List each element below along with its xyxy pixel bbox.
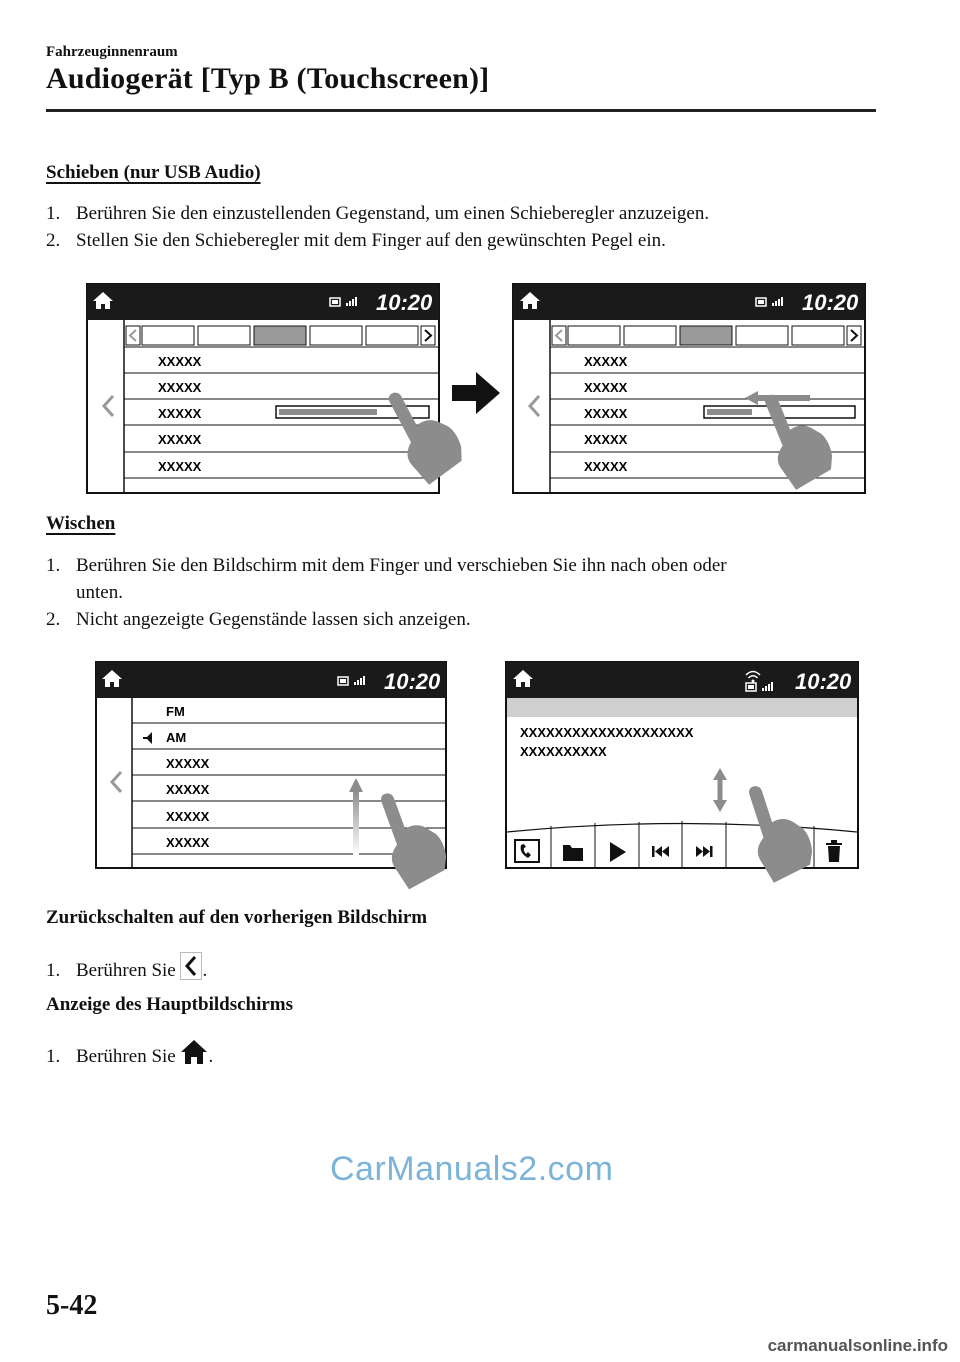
step-number: 2.	[46, 609, 61, 630]
page-number: 5-42	[46, 1290, 98, 1321]
list-item[interactable]: XXXXX	[584, 406, 628, 421]
chevron-left-icon	[180, 952, 202, 980]
list-item[interactable]: XXXXX	[158, 354, 202, 369]
home-icon	[180, 1038, 208, 1066]
back-step-1	[46, 952, 207, 984]
slider-fill	[279, 409, 377, 415]
swipe-step-2	[46, 606, 471, 633]
step-number: 1.	[46, 960, 61, 981]
step-number: 2.	[46, 230, 61, 251]
watermark: CarManuals2.com	[330, 1150, 614, 1188]
step-text-continued: unten.	[76, 582, 123, 603]
tab-selected[interactable]	[680, 326, 732, 345]
list-item[interactable]: XXXXX	[158, 459, 202, 474]
arrow-right-icon	[452, 372, 500, 414]
list-item[interactable]: XXXXX	[166, 835, 210, 850]
list-item[interactable]: XXXXX	[584, 432, 628, 447]
tab[interactable]	[310, 326, 362, 345]
screen-slider-before	[87, 284, 471, 493]
screen-swipe-track	[506, 662, 858, 885]
step-text: Nicht angezeigte Gegenstände lassen sich anzeigen.	[76, 609, 471, 630]
step-text: Berühren Sie	[76, 1046, 176, 1067]
slider-fill	[707, 409, 752, 415]
chapter-label: Fahrzeuginnenraum	[46, 44, 178, 60]
tab[interactable]	[736, 326, 788, 345]
step-text-end: .	[202, 960, 208, 981]
clock: 10:20	[384, 669, 441, 694]
swipe-step-1	[46, 552, 876, 606]
tab-selected[interactable]	[254, 326, 306, 345]
step-text: Berühren Sie den Bildschirm mit dem Finger und verschieben Sie ihn nach oben oder	[76, 555, 727, 576]
tab[interactable]	[568, 326, 620, 345]
section-heading-swipe: Wischen	[46, 513, 116, 534]
section-heading-home: Anzeige des Hauptbildschirms	[46, 994, 294, 1015]
list-item[interactable]: XXXXX	[158, 380, 202, 395]
section-heading-slide: Schieben (nur USB Audio)	[46, 162, 261, 183]
track-title: XXXXXXXXXXXXXXXXXXXX	[520, 725, 694, 740]
step-text: Berühren Sie den einzustellenden Gegenstand, um einen Schieberegler anzuzeigen.	[76, 203, 710, 224]
list-item[interactable]: XXXXX	[584, 354, 628, 369]
step-text: Stellen Sie den Schieberegler mit dem Finger auf den gewünschten Pegel ein.	[76, 230, 666, 251]
list-item[interactable]: XXXXX	[584, 380, 628, 395]
tab[interactable]	[792, 326, 844, 345]
list-item[interactable]: XXXXX	[158, 406, 202, 421]
list-item[interactable]: XXXXX	[584, 459, 628, 474]
home-step-1	[46, 1038, 213, 1070]
swipe-trail	[353, 790, 359, 855]
screen-swipe-list	[96, 662, 453, 892]
step-text: Berühren Sie	[76, 960, 176, 981]
list-item[interactable]: XXXXX	[166, 809, 210, 824]
clock: 10:20	[376, 290, 433, 315]
step-text-end: .	[208, 1046, 214, 1067]
tab[interactable]	[366, 326, 418, 345]
step-number: 1.	[46, 555, 61, 576]
tab[interactable]	[624, 326, 676, 345]
radio-source-am[interactable]: AM	[166, 730, 187, 745]
list-item[interactable]: XXXXX	[166, 782, 210, 797]
track-subtitle: XXXXXXXXXX	[520, 744, 607, 759]
page-title: Audiogerät [Typ B (Touchscreen)]	[46, 62, 490, 95]
list-item[interactable]: XXXXX	[158, 432, 202, 447]
screen-slider-after	[513, 284, 865, 493]
footer-watermark: carmanualsonline.info	[767, 1336, 948, 1355]
highlight-bar	[507, 698, 857, 717]
tab[interactable]	[198, 326, 250, 345]
step-number: 1.	[46, 1046, 61, 1067]
tab[interactable]	[142, 326, 194, 345]
step-number: 1.	[46, 203, 61, 224]
section-heading-back: Zurückschalten auf den vorherigen Bildschirm	[46, 907, 428, 928]
clock: 10:20	[802, 290, 859, 315]
radio-source-fm[interactable]: FM	[166, 704, 185, 719]
clock: 10:20	[795, 669, 852, 694]
list-item[interactable]: XXXXX	[166, 756, 210, 771]
